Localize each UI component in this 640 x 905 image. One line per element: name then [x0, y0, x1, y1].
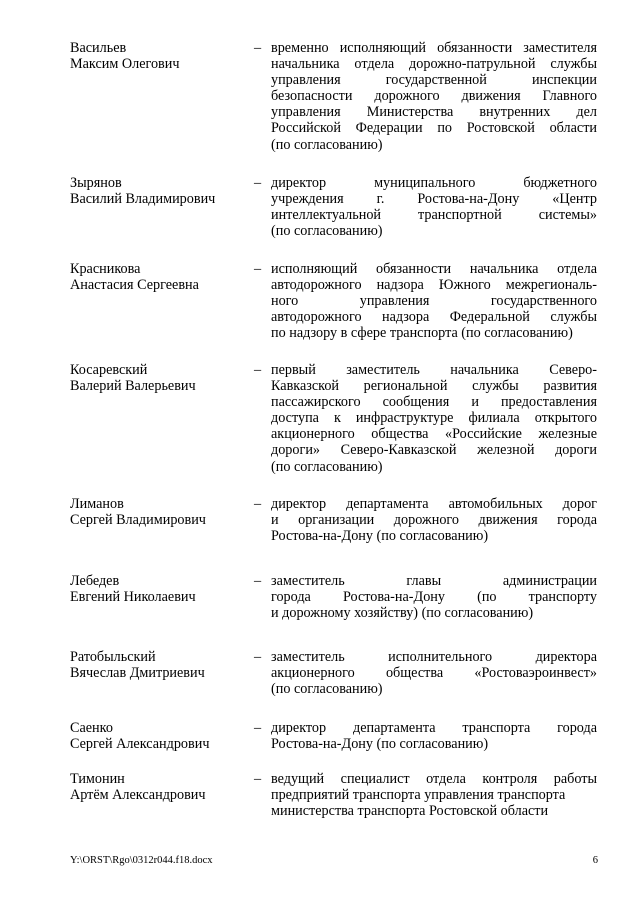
member-given-names: Максим Олегович	[70, 56, 180, 73]
role-line: автодорожного надзора Федеральной службы	[271, 309, 597, 326]
member-role	[271, 261, 597, 341]
role-line: пассажирского сообщения и предоставления	[271, 394, 597, 411]
role-line: и организации дорожного движения города	[271, 512, 597, 529]
member-given-names: Вячеслав Дмитриевич	[70, 665, 205, 682]
member-name	[70, 573, 245, 605]
role-line: (по согласованию)	[271, 223, 383, 240]
role-line: заместитель исполнительного директора	[271, 649, 597, 665]
member-name	[70, 720, 245, 752]
member-name	[70, 496, 245, 528]
member-surname: Зырянов	[70, 175, 122, 191]
role-line: безопасности дорожного движения Главного	[271, 88, 597, 105]
member-surname: Ратобыльский	[70, 649, 156, 665]
member-given-names: Валерий Валерьевич	[70, 378, 196, 395]
member-given-names: Сергей Владимирович	[70, 512, 206, 529]
role-line: директор департамента автомобильных дорог	[271, 496, 597, 512]
member-dash: –	[254, 40, 262, 56]
member-surname: Саенко	[70, 720, 113, 736]
role-line: Ростова-на-Дону (по согласованию)	[271, 736, 489, 753]
role-line: директор департамента транспорта города	[271, 720, 597, 736]
member-given-names: Анастасия Сергеевна	[70, 277, 199, 294]
member-surname: Васильев	[70, 40, 127, 56]
role-line: директор муниципального бюджетного	[271, 175, 597, 191]
role-line: акционерного общества «Российские железные	[271, 426, 597, 443]
role-line: начальника отдела дорожно-патрульной службы	[271, 56, 597, 73]
member-name	[70, 649, 245, 681]
member-role	[271, 649, 597, 697]
role-line: управления государственной инспекции	[271, 72, 597, 89]
role-line: (по согласованию)	[271, 681, 383, 698]
member-role	[271, 175, 597, 239]
role-line: по надзору в сфере транспорта (по согласованию)	[271, 325, 573, 342]
member-given-names: Артём Александрович	[70, 787, 206, 804]
role-line: дороги» Северо-Кавказской железной дороги	[271, 442, 597, 459]
member-surname: Тимонин	[70, 771, 125, 787]
member-dash: –	[254, 573, 262, 589]
role-line: города Ростова-на-Дону (по транспорту	[271, 589, 597, 606]
member-given-names: Сергей Александрович	[70, 736, 210, 753]
member-role	[271, 496, 597, 544]
member-surname: Лиманов	[70, 496, 124, 512]
role-line: министерства транспорта Ростовской области	[271, 803, 549, 820]
member-surname: Косаревский	[70, 362, 148, 378]
member-dash: –	[254, 720, 262, 736]
member-dash: –	[254, 649, 262, 665]
role-line: интеллектуальной транспортной системы»	[271, 207, 597, 224]
role-line: учреждения г. Ростова-на-Дону «Центр	[271, 191, 597, 208]
member-name	[70, 362, 245, 394]
member-role	[271, 771, 597, 819]
member-name	[70, 40, 245, 72]
role-line: акционерного общества «Ростоваэроинвест»	[271, 665, 597, 682]
member-name	[70, 771, 245, 803]
role-line: первый заместитель начальника Северо-	[271, 362, 597, 378]
member-dash: –	[254, 771, 262, 787]
role-line: ведущий специалист отдела контроля работы	[271, 771, 597, 787]
role-line: и дорожному хозяйству) (по согласованию)	[271, 605, 534, 622]
footer-page-number: 6	[592, 855, 598, 866]
role-line: временно исполняющий обязанности заместителя	[271, 40, 597, 56]
member-role	[271, 362, 597, 475]
member-role	[271, 573, 597, 621]
member-role	[271, 40, 597, 153]
role-line: доступа к инфраструктуре филиала открытого	[271, 410, 597, 427]
role-line: предприятий транспорта управления транспорта	[271, 787, 566, 804]
footer-file-path: Y:\ORST\Rgo\0312r044.f18.docx	[70, 855, 213, 866]
role-line: Ростова-на-Дону (по согласованию)	[271, 528, 489, 545]
member-surname: Красникова	[70, 261, 141, 277]
member-given-names: Евгений Николаевич	[70, 589, 196, 606]
role-line: управления Министерства внутренних дел	[271, 104, 597, 121]
role-line: Российской Федерации по Ростовской области	[271, 120, 597, 137]
member-dash: –	[254, 175, 262, 191]
member-name	[70, 261, 245, 293]
role-line: (по согласованию)	[271, 458, 383, 475]
role-line: ного управления государственного	[271, 293, 597, 310]
member-surname: Лебедев	[70, 573, 120, 589]
member-dash: –	[254, 496, 262, 512]
member-role	[271, 720, 597, 752]
member-dash: –	[254, 261, 262, 277]
role-line: заместитель главы администрации	[271, 573, 597, 589]
role-line: (по согласованию)	[271, 136, 383, 153]
member-name	[70, 175, 245, 207]
role-line: исполняющий обязанности начальника отдела	[271, 261, 597, 277]
member-given-names: Василий Владимирович	[70, 191, 216, 208]
role-line: автодорожного надзора Южного межрегиональ-	[271, 277, 597, 294]
role-line: Кавказской региональной службы развития	[271, 378, 597, 395]
member-dash: –	[254, 362, 262, 378]
